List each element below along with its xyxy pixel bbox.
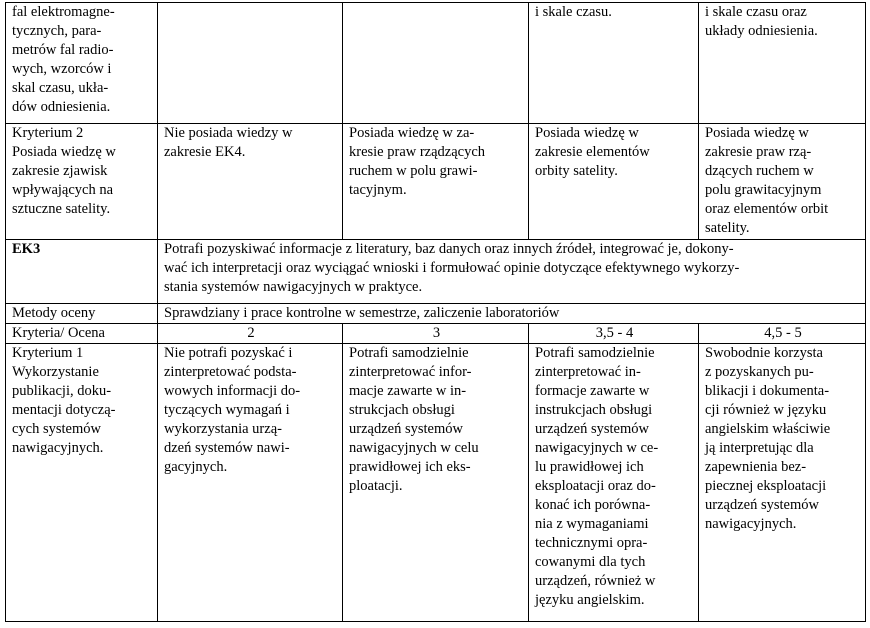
table-row	[6, 324, 866, 344]
cell-grade-3: Potrafi samodzielnie zinterpretować infor- macje zawarte w in- strukcjach obsługi urządzeń systemów nawigacyjnych w celu prawidłowej ich eks- ploatacji.	[343, 344, 529, 622]
methods-label: Metody oceny	[6, 304, 158, 324]
table-row	[6, 3, 866, 124]
cell-grade-4-5-5: Swobodnie korzysta z pozyskanych pu- blikacji i dokumenta- cji również w języku angielskim właściwie ją interpretując dla zapewnienia bez- piecznej eksploatacji urządzeń systemów nawigacyjnych.	[699, 344, 866, 622]
table-row	[6, 124, 866, 240]
cell-grade-2: Nie posiada wiedzy w zakresie EK4.	[158, 124, 343, 240]
ek3-description: Potrafi pozyskiwać informacje z literatury, baz danych oraz innych źródeł, integrować je, dokony- wać ich interpretacji oraz wyciągać wnioski i formułować opinie dotyczące efektywnego wykorzy- stania systemów nawigacyjnych w praktyce.	[158, 240, 866, 304]
cell-criterion-1: Kryterium 1 Wykorzystanie publikacji, doku- mentacji dotyczą- cych systemów nawigacyjnych.	[6, 344, 158, 622]
cell-criterion-continued: fal elektromagne- tycznych, para- metrów fal radio- wych, wzorców i skal czasu, ukła- dów odniesienia.	[6, 3, 158, 124]
cell-grade-3	[343, 3, 529, 124]
criteria-grade-header: Kryteria/ Ocena	[6, 324, 158, 344]
grade-3-5-4-header: 3,5 - 4	[529, 324, 699, 344]
grade-4-5-5-header: 4,5 - 5	[699, 324, 866, 344]
cell-grade-2: Nie potrafi pozyskać i zinterpretować podsta- wowych informacji do- tyczących wymagań i wykorzystania urzą- dzeń systemów nawi- gacyjnych.	[158, 344, 343, 622]
table-row	[6, 240, 866, 304]
cell-grade-3-5-4: Posiada wiedzę w zakresie elementów orbity satelity.	[529, 124, 699, 240]
methods-text: Sprawdziany i prace kontrolne w semestrze, zaliczenie laboratoriów	[158, 304, 866, 324]
cell-grade-3-5-4: i skale czasu.	[529, 3, 699, 124]
ek3-label: EK3	[6, 240, 158, 304]
cell-grade-3-5-4: Potrafi samodzielnie zinterpretować in- formacje zawarte w instrukcjach obsługi urządzeń systemów nawigacyjnych w ce- lu prawidłowej ich eksploatacji oraz do- konać ich porówna- nia z wymaganiami technicznymi opra- cowanymi dla tych urządzeń, również w języku angielskim.	[529, 344, 699, 622]
grade-3-header: 3	[343, 324, 529, 344]
cell-grade-2	[158, 3, 343, 124]
cell-criterion-2: Kryterium 2 Posiada wiedzę w zakresie zjawisk wpływających na sztuczne satelity.	[6, 124, 158, 240]
table-row	[6, 304, 866, 324]
cell-grade-4-5-5: i skale czasu oraz układy odniesienia.	[699, 3, 866, 124]
criteria-table	[5, 2, 866, 622]
grade-2-header: 2	[158, 324, 343, 344]
cell-grade-4-5-5: Posiada wiedzę w zakresie praw rzą- dzących ruchem w polu grawitacyjnym oraz elementów orbit satelity.	[699, 124, 866, 240]
table-row	[6, 344, 866, 622]
cell-grade-3: Posiada wiedzę w za- kresie praw rządzących ruchem w polu grawi- tacyjnym.	[343, 124, 529, 240]
